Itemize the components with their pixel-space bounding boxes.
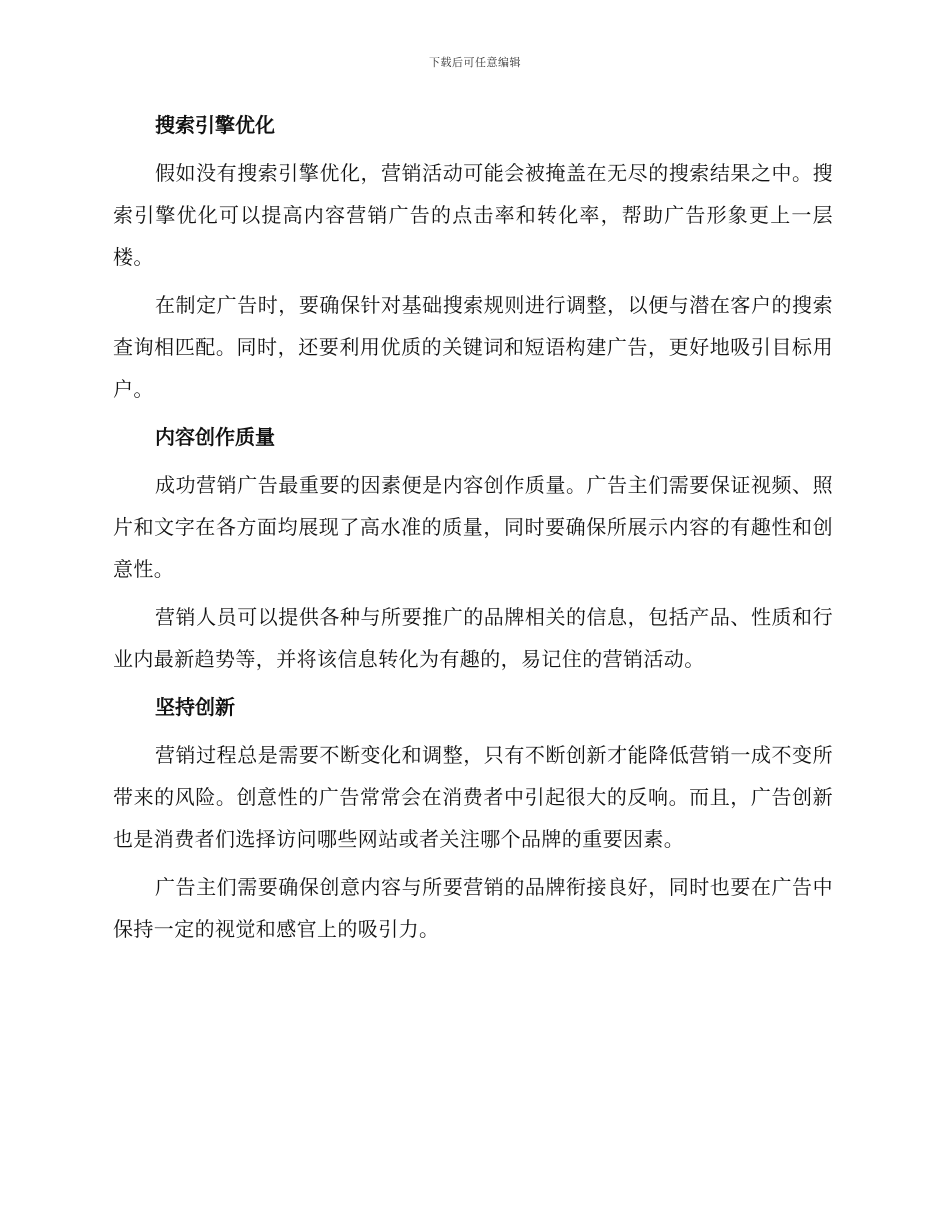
- paragraph: 广告主们需要确保创意内容与所要营销的品牌衔接良好，同时也要在广告中保持一定的视觉和感官上的吸引力。: [113, 875, 833, 941]
- section-heading: 坚持创新: [155, 695, 235, 719]
- paragraph: 假如没有搜索引擎优化，营销活动可能会被掩盖在无尽的搜索结果之中。搜索引擎优化可以提高内容营销广告的点击率和转化率，帮助广告形象更上一层楼。: [113, 161, 833, 269]
- section-heading: 搜索引擎优化: [155, 113, 275, 137]
- section-innovation: [113, 686, 833, 950]
- paragraph: 成功营销广告最重要的因素便是内容创作质量。广告主们需要保证视频、照片和文字在各方面均展现了高水准的质量，同时要确保所展示内容的有趣性和创意性。: [113, 473, 833, 581]
- section-content-quality: [113, 416, 833, 680]
- page-header-note: 下载后可任意编辑: [429, 56, 521, 69]
- paragraph: 在制定广告时，要确保针对基础搜索规则进行调整，以便与潜在客户的搜索查询相匹配。同时，还要利用优质的关键词和短语构建广告，更好地吸引目标用户。: [113, 293, 833, 401]
- section-seo: [113, 104, 833, 410]
- document-body: [113, 104, 833, 956]
- section-heading: 内容创作质量: [155, 425, 275, 449]
- paragraph: 营销过程总是需要不断变化和调整，只有不断创新才能降低营销一成不变所带来的风险。创意性的广告常常会在消费者中引起很大的反响。而且，广告创新也是消费者们选择访问哪些网站或者关注哪个品牌的重要因素。: [113, 743, 833, 851]
- paragraph: 营销人员可以提供各种与所要推广的品牌相关的信息，包括产品、性质和行业内最新趋势等，并将该信息转化为有趣的，易记住的营销活动。: [113, 605, 833, 671]
